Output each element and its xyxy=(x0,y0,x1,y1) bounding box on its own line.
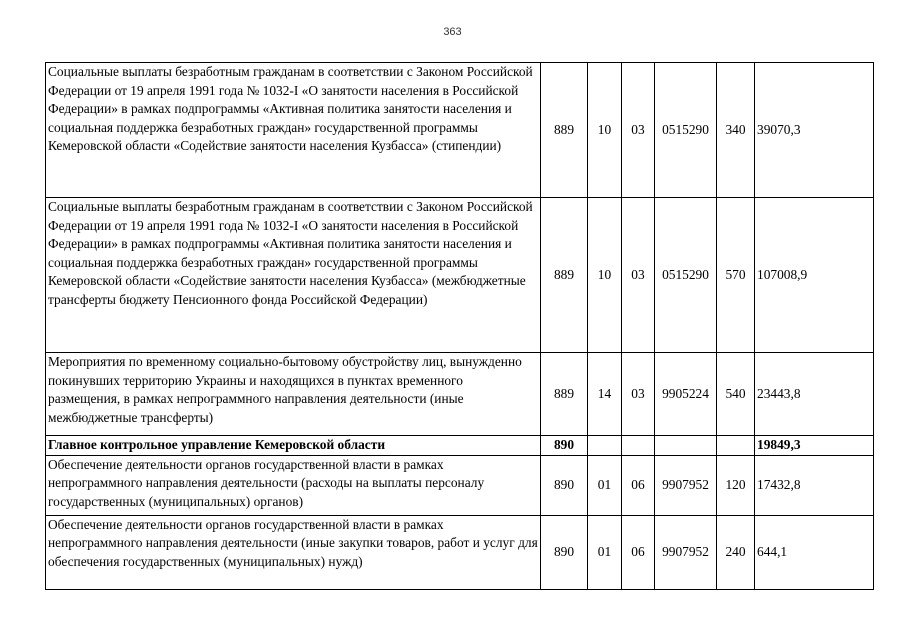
subsection-code xyxy=(622,436,655,456)
row-description: Главное контрольное управление Кемеровской области xyxy=(46,436,541,456)
ministry-code: 889 xyxy=(541,198,588,353)
section-code: 10 xyxy=(588,198,622,353)
expense-type-code: 240 xyxy=(717,515,755,589)
table-row xyxy=(46,515,874,589)
subsection-code: 03 xyxy=(622,353,655,436)
table-row xyxy=(46,455,874,515)
section-code: 01 xyxy=(588,515,622,589)
row-description: Мероприятия по временному социально-бытовому обустройству лиц, вынужденно покинувших территорию Украины и находящихся в пунктах временного размещения, в рамках непрограммного направления деятельности (иные межбюджетные трансферты) xyxy=(46,353,541,436)
expense-type-code xyxy=(717,436,755,456)
section-code: 01 xyxy=(588,455,622,515)
expense-type-code: 120 xyxy=(717,455,755,515)
expense-type-code: 570 xyxy=(717,198,755,353)
amount: 644,1 xyxy=(755,515,874,589)
table-row xyxy=(46,63,874,198)
subsection-code: 03 xyxy=(622,63,655,198)
row-description: Обеспечение деятельности органов государственной власти в рамках непрограммного направления деятельности (расходы на выплаты персоналу государственных (муниципальных) органов) xyxy=(46,455,541,515)
amount: 107008,9 xyxy=(755,198,874,353)
section-code: 10 xyxy=(588,63,622,198)
ministry-code: 889 xyxy=(541,63,588,198)
table-row-total xyxy=(46,436,874,456)
ministry-code: 889 xyxy=(541,353,588,436)
target-article-code xyxy=(655,436,717,456)
target-article-code: 0515290 xyxy=(655,198,717,353)
target-article-code: 9907952 xyxy=(655,515,717,589)
target-article-code: 9907952 xyxy=(655,455,717,515)
row-description: Социальные выплаты безработным гражданам в соответствии с Законом Российской Федерации от 19 апреля 1991 года № 1032-I «О занятости населения в Российской Федерации» в рамках подпрограммы «Активная политика занятости населения и социальная поддержка безработных граждан» государственной программы Кемеровской области «Содействие занятости населения Кузбасса» (межбюджетные трансферты бюджету Пенсионного фонда Российской Федерации) xyxy=(46,198,541,353)
amount: 17432,8 xyxy=(755,455,874,515)
subsection-code: 06 xyxy=(622,515,655,589)
ministry-code: 890 xyxy=(541,455,588,515)
ministry-code: 890 xyxy=(541,436,588,456)
section-code: 14 xyxy=(588,353,622,436)
table-row xyxy=(46,198,874,353)
page-number: 363 xyxy=(443,26,462,38)
target-article-code: 9905224 xyxy=(655,353,717,436)
ministry-code: 890 xyxy=(541,515,588,589)
amount: 39070,3 xyxy=(755,63,874,198)
section-code xyxy=(588,436,622,456)
row-description: Социальные выплаты безработным гражданам в соответствии с Законом Российской Федерации от 19 апреля 1991 года № 1032-I «О занятости населения в Российской Федерации» в рамках подпрограммы «Активная политика занятости населения и социальная поддержка безработных граждан» государственной программы Кемеровской области «Содействие занятости населения Кузбасса» (стипендии) xyxy=(46,63,541,198)
table-row xyxy=(46,353,874,436)
amount: 19849,3 xyxy=(755,436,874,456)
row-description: Обеспечение деятельности органов государственной власти в рамках непрограммного направления деятельности (иные закупки товаров, работ и услуг для обеспечения государственных (муниципальных) нужд) xyxy=(46,515,541,589)
subsection-code: 03 xyxy=(622,198,655,353)
budget-table xyxy=(45,62,874,590)
target-article-code: 0515290 xyxy=(655,63,717,198)
expense-type-code: 540 xyxy=(717,353,755,436)
amount: 23443,8 xyxy=(755,353,874,436)
subsection-code: 06 xyxy=(622,455,655,515)
expense-type-code: 340 xyxy=(717,63,755,198)
